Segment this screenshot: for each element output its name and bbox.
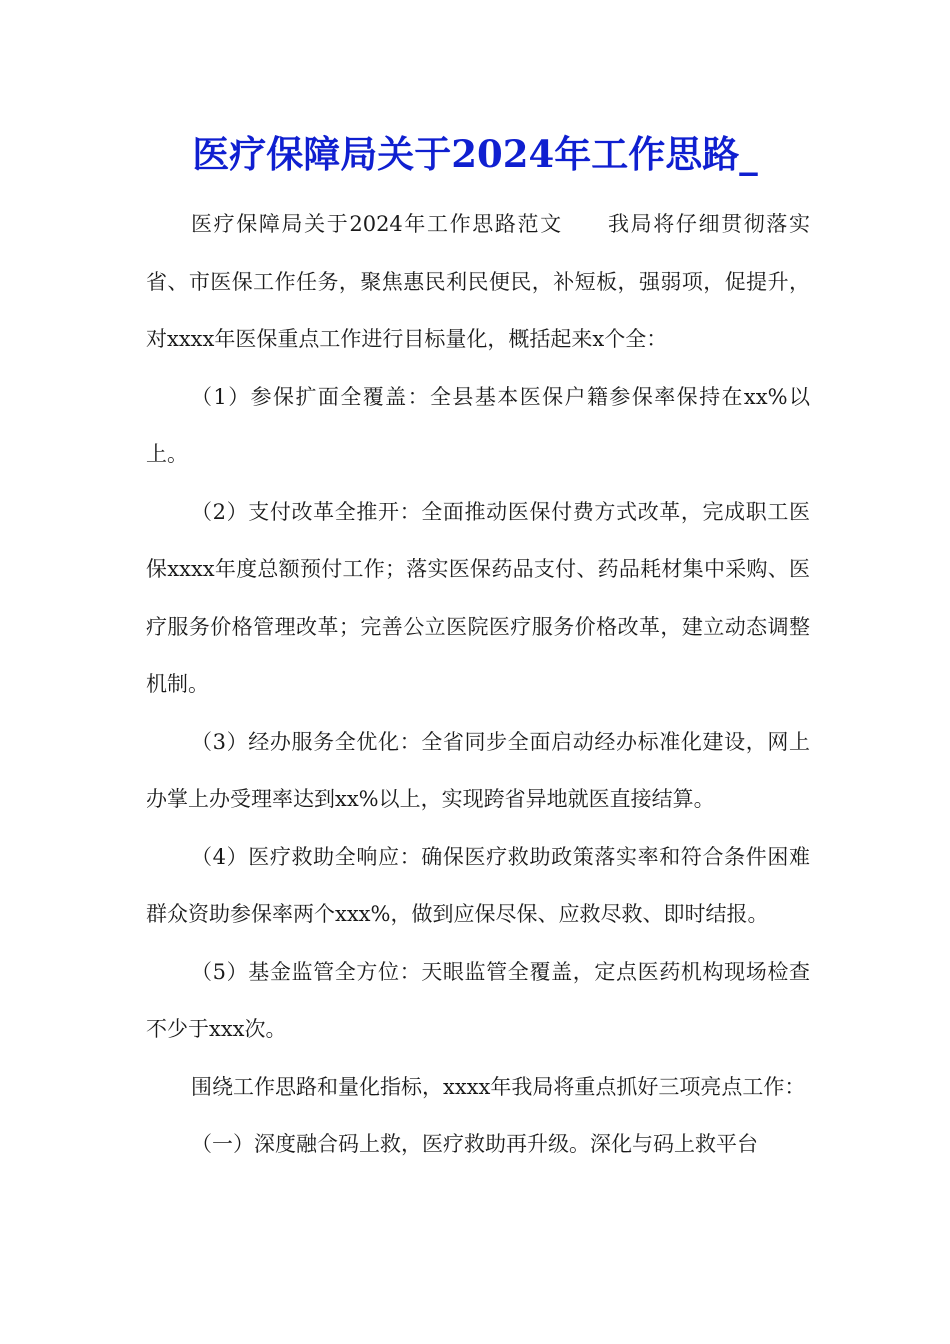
document-body [146,196,810,1174]
paragraph-summary: 围绕工作思路和量化指标，xxxx年我局将重点抓好三项亮点工作： [191,1074,806,1099]
paragraph-item-3: （3）经办服务全优化：全省同步全面启动经办标准化建设，网上办掌上办受理率达到xx%以上，实现跨省异地就医直接结算。 [146,729,810,811]
paragraph-item-5: （5）基金监管全方位：天眼监管全覆盖，定点医药机构现场检查不少于xxx次。 [146,959,810,1041]
paragraph-item-2: （2）支付改革全推开：全面推动医保付费方式改革，完成职工医保xxxx年度总额预付工作；落实医保药品支付、药品耗材集中采购、医疗服务价格管理改革；完善公立医院医疗服务价格改革，建立动态调整机制。 [146,499,810,696]
document-title: 医疗保障局关于2024年工作思路_ [192,132,758,176]
paragraph-item-4: （4）医疗救助全响应：确保医疗救助政策落实率和符合条件困难群众资助参保率两个xxx%，做到应保尽保、应救尽救、即时结报。 [146,844,810,926]
paragraph-intro: 医疗保障局关于2024年工作思路范文 我局将仔细贯彻落实省、市医保工作任务，聚焦惠民利民便民，补短板，强弱项，促提升，对xxxx年医保重点工作进行目标量化，概括起来x个全： [146,212,810,351]
paragraph-section-1: （一）深度融合码上救，医疗救助再升级。深化与码上救平台 [191,1132,758,1156]
paragraph-item-1: （1）参保扩面全覆盖：全县基本医保户籍参保率保持在xx%以上。 [146,384,810,466]
